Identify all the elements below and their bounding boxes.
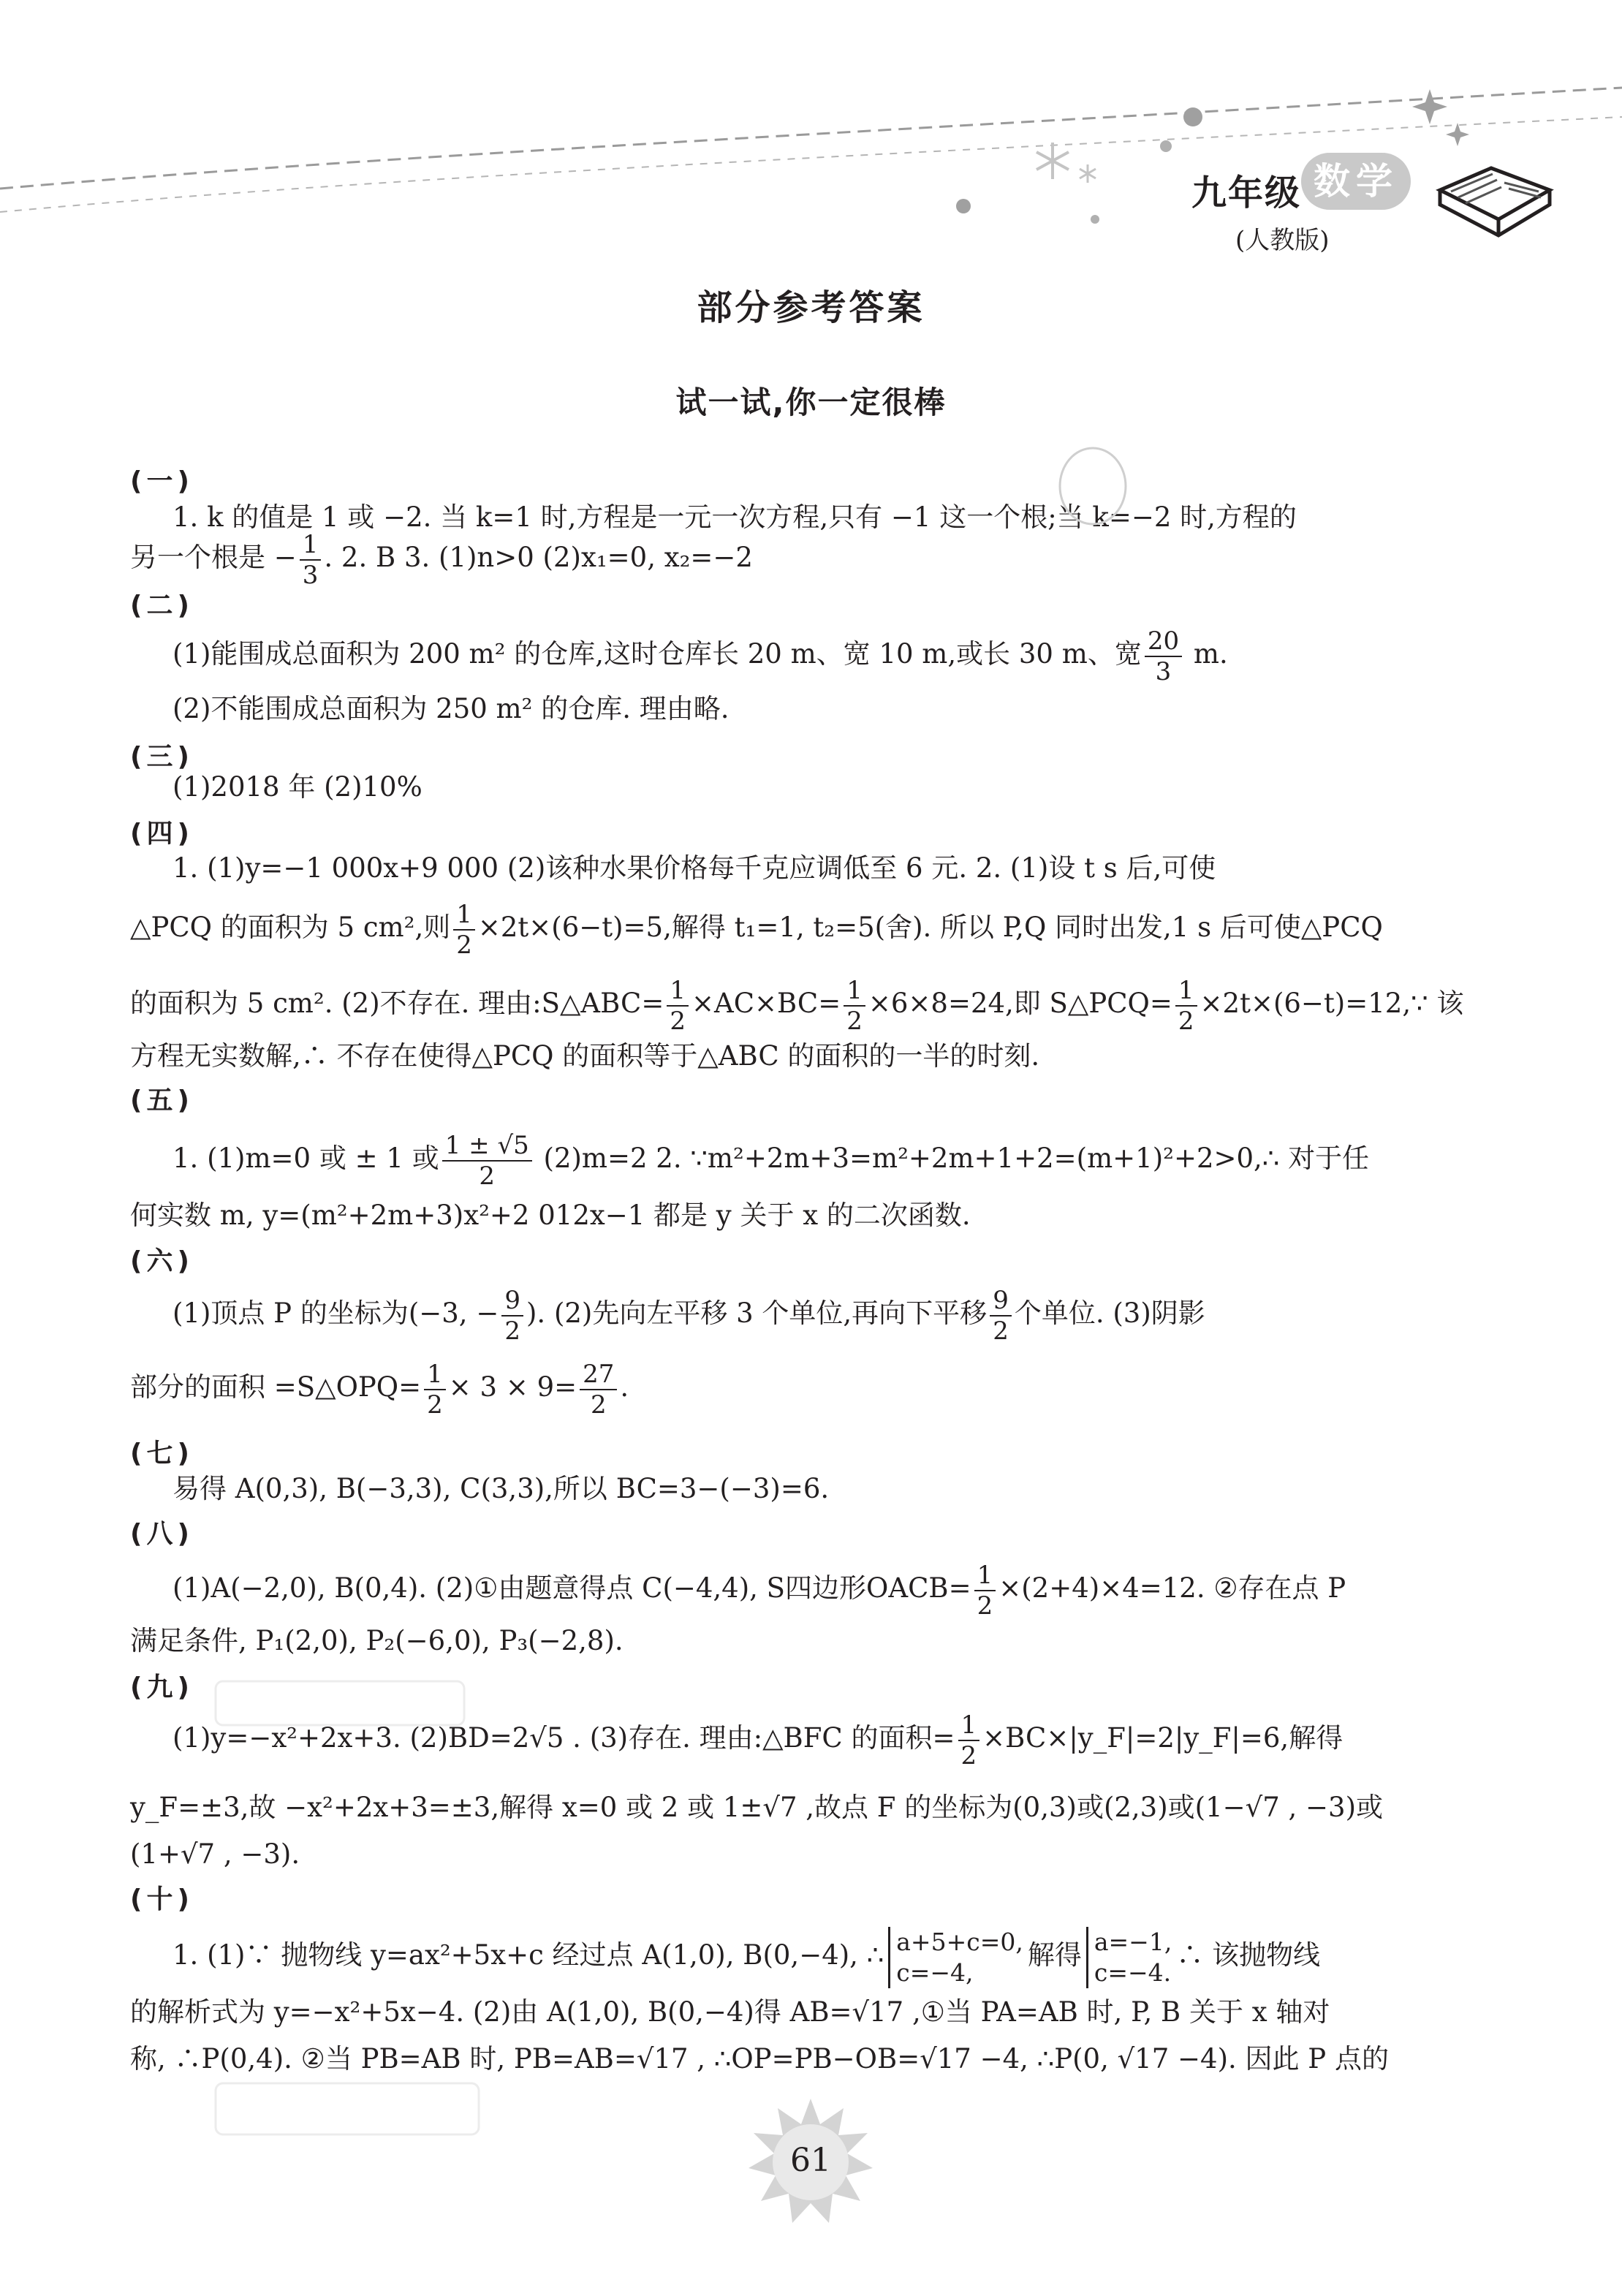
grade-label: 九年级 <box>1191 173 1302 213</box>
answer-line: (1)能围成总面积为 200 m² 的仓库,这时仓库长 20 m、宽 10 m,或长 30 m、宽 $\frac{20}{3}$ m. <box>173 626 1228 686</box>
fraction: $\frac{1}{2}$ <box>667 976 689 1036</box>
answer-line: (1)y=−x²+2x+3. (2)BD=2√5 . (3)存在. 理由:△BFC 的面积= $\frac{1}{2}$ ×BC×|y_F|=2|y_F|=6,解得 <box>173 1710 1344 1770</box>
answer-line: 1. (1)∵ 抛物线 y=ax²+5x+c 经过点 A(1,0), B(0,−4), ∴ a+5+c=0, c=−4, 解得 a=−1, c=−4. ∴ 该抛物线 <box>173 1927 1321 1987</box>
watermark-stamp-icon <box>1053 442 1133 530</box>
fraction: $\frac{1}{2}$ <box>958 1710 980 1770</box>
section-7-heading: (七) <box>130 1439 194 1469</box>
answer-line: (1+√7 , −3). <box>130 1838 300 1870</box>
open-book-icon <box>1433 146 1557 249</box>
answer-line: 部分的面积 =S△OPQ= $\frac{1}{2}$ × 3 × 9= $\frac{27}{2}$ . <box>130 1359 629 1420</box>
answer-line: (1)2018 年 (2)10% <box>173 771 422 803</box>
answer-line: (2)不能围成总面积为 250 m² 的仓库. 理由略. <box>173 693 729 724</box>
fraction: $\frac{1 \pm √5}{2}$ <box>442 1131 532 1191</box>
answer-line: 的解析式为 y=−x²+5x−4. (2)由 A(1,0), B(0,−4)得 AB=√17 ,①当 PA=AB 时, P, B 关于 x 轴对 <box>130 1996 1330 2028</box>
fraction: $\frac{1}{3}$ <box>300 530 322 590</box>
fraction: $\frac{1}{2}$ <box>424 1360 446 1420</box>
subject-badge: 数学 <box>1301 153 1411 210</box>
snowflake-icon <box>1037 143 1069 179</box>
section-8-heading: (八) <box>130 1519 194 1549</box>
header-badge <box>1191 157 1425 259</box>
answer-line: y_F=±3,故 −x²+2x+3=±3,解得 x=0 或 2 或 1±√7 ,故点 F 的坐标为(0,3)或(2,3)或(1−√7 , −3)或 <box>130 1792 1384 1823</box>
section-10-heading: (十) <box>130 1884 194 1914</box>
answer-line: 的面积为 5 cm². (2)不存在. 理由:S△ABC= $\frac{1}{2}$ ×AC×BC= $\frac{1}{2}$ ×6×8=24,即 S△PCQ= $\frac{1}{2}$ ×2t×(6−t)=12,∵ 该 <box>130 975 1464 1036</box>
fraction: $\frac{1}{2}$ <box>453 900 475 960</box>
equation-system: a+5+c=0, c=−4, <box>888 1927 1023 1988</box>
watermark-icon <box>212 1674 468 1732</box>
fraction: $\frac{9}{2}$ <box>990 1286 1012 1346</box>
answer-line: 何实数 m, y=(m²+2m+3)x²+2 012x−1 都是 y 关于 x 的二次函数. <box>130 1200 971 1231</box>
equation-system: a=−1, c=−4. <box>1086 1927 1172 1988</box>
section-5-heading: (五) <box>130 1086 194 1115</box>
answer-line: 方程无实数解,∴ 不存在使得△PCQ 的面积等于△ABC 的面积的一半的时刻. <box>130 1040 1040 1072</box>
answer-line: (1)顶点 P 的坐标为(−3, − $\frac{9}{2}$ ). (2)先向左平移 3 个单位,再向下平移 $\frac{9}{2}$ 个单位. (3)阴影 <box>173 1285 1205 1346</box>
answer-line: 易得 A(0,3), B(−3,3), C(3,3),所以 BC=3−(−3)=6. <box>173 1473 830 1504</box>
answer-line: 另一个根是 − $\frac{1}{3}$ . 2. B 3. (1)n>0 (2)x₁=0, x₂=−2 <box>130 529 753 590</box>
section-9-heading: (九) <box>130 1672 194 1702</box>
fraction: $\frac{9}{2}$ <box>501 1286 523 1346</box>
fraction: $\frac{1}{2}$ <box>974 1561 996 1621</box>
page-title: 部分参考答案 <box>697 287 925 328</box>
fraction: $\frac{1}{2}$ <box>1175 976 1197 1036</box>
answer-line: 满足条件, P₁(2,0), P₂(−6,0), P₃(−2,8). <box>130 1625 624 1656</box>
fraction: $\frac{1}{2}$ <box>844 976 865 1036</box>
section-6-heading: (六) <box>130 1246 194 1276</box>
fraction: $\frac{20}{3}$ <box>1145 626 1182 686</box>
section-title: 试一试,你一定很棒 <box>675 384 947 420</box>
watermark-icon <box>212 2076 482 2142</box>
fraction: $\frac{27}{2}$ <box>580 1360 617 1420</box>
section-4-heading: (四) <box>130 819 194 849</box>
answer-line: 1. (1)y=−1 000x+9 000 (2)该种水果价格每千克应调低至 6 元. 2. (1)设 t s 后,可使 <box>173 852 1216 884</box>
section-3-heading: (三) <box>130 742 194 772</box>
answer-line: △PCQ 的面积为 5 cm²,则 $\frac{1}{2}$ ×2t×(6−t)=5,解得 t₁=1, t₂=5(舍). 所以 P,Q 同时出发,1 s 后可使△PCQ <box>130 899 1383 960</box>
answer-line: 称, ∴P(0,4). ②当 PB=AB 时, PB=AB=√17 , ∴OP=PB−OB=√17 −4, ∴P(0, √17 −4). 因此 P 点的 <box>130 2043 1389 2075</box>
answer-line: 1. k 的值是 1 或 −2. 当 k=1 时,方程是一元一次方程,只有 −1 这一个根;当 k=−2 时,方程的 <box>173 501 1297 533</box>
page-number: 61 <box>790 2142 831 2179</box>
edition-label: (人教版) <box>1235 226 1330 255</box>
section-1-heading: (一) <box>130 466 194 496</box>
section-2-heading: (二) <box>130 591 194 621</box>
page-number-badge <box>745 2095 876 2227</box>
answer-line: 1. (1)m=0 或 ± 1 或 $\frac{1 \pm √5}{2}$ (2)m=2 2. ∵m²+2m+3=m²+2m+1+2=(m+1)²+2>0,∴ 对于任 <box>173 1130 1370 1191</box>
answer-line: (1)A(−2,0), B(0,4). (2)①由题意得点 C(−4,4), S四边形OACB= $\frac{1}{2}$ ×(2+4)×4=12. ②存在点 P <box>173 1560 1346 1621</box>
